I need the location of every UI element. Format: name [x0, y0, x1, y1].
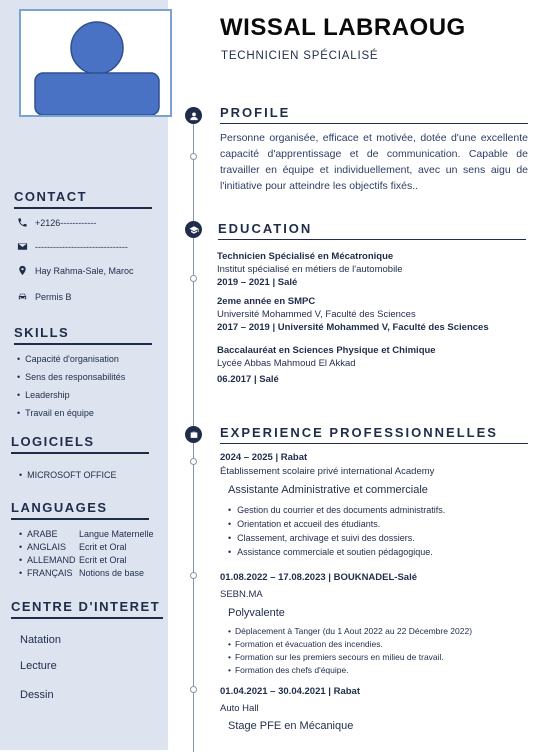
- experience-task: • Formation et évacuation des incendies.: [228, 639, 383, 649]
- timeline-dot: [190, 275, 197, 282]
- language-level: Ecrit et Oral: [79, 542, 127, 552]
- language-name: FRANÇAIS: [27, 568, 73, 578]
- interests-heading: CENTRE D'INTERET: [11, 599, 163, 619]
- full-name: WISSAL LABRAOUG: [220, 14, 466, 41]
- contact-phone: [17, 217, 96, 228]
- education-school: Lycée Abbas Mahmoud El Akkad: [217, 358, 356, 369]
- contact-email: [17, 241, 128, 252]
- license-text: Permis B: [35, 291, 72, 302]
- interest-item: Natation: [20, 634, 61, 646]
- timeline-dot: [190, 572, 197, 579]
- software-item: • MICROSOFT OFFICE: [19, 470, 117, 480]
- language-row: • ARABE Langue Maternelle: [19, 529, 154, 539]
- envelope-icon: [17, 241, 28, 252]
- education-degree: Technicien Spécialisé en Mécatronique: [217, 251, 394, 262]
- education-degree: Baccalauréat en Sciences Physique et Chimique: [217, 345, 436, 356]
- skill-item: • Capacité d'organisation: [17, 354, 119, 364]
- contact-address: [17, 265, 134, 276]
- languages-heading: LANGUAGES: [11, 500, 149, 520]
- education-date: 06.2017 | Salé: [217, 374, 279, 385]
- skill-item: • Leadership: [17, 390, 70, 400]
- language-name: ALLEMAND: [27, 555, 76, 565]
- address-text: Hay Rahma-Sale, Maroc: [35, 265, 134, 276]
- experience-heading: EXPERIENCE PROFESSIONNELLES: [220, 425, 528, 444]
- experience-date: 01.04.2021 – 30.04.2021 | Rabat: [220, 686, 360, 697]
- experience-role: Assistante Administrative et commerciale: [228, 484, 428, 496]
- interest-item: Lecture: [20, 660, 57, 672]
- timeline-dot: [190, 686, 197, 693]
- experience-role: Stage PFE en Mécanique: [228, 720, 354, 732]
- education-date: 2017 – 2019 | Université Mohammed V, Faculté des Sciences: [217, 322, 489, 333]
- phone-icon: [17, 217, 28, 228]
- education-degree: 2eme année en SMPC: [217, 296, 316, 307]
- language-name: ANGLAIS: [27, 542, 67, 552]
- profile-text: Personne organisée, efficace et motivée, dotée d'une excellente capacité d'apprentissage et de communication. Capable de travailler en équipe et individuellement, avec un sens aigu de l'initiative pour atteindre les objectifs fixés..: [220, 132, 528, 192]
- experience-role: Polyvalente: [228, 607, 285, 619]
- language-row: • ANGLAIS Ecrit et Oral: [19, 542, 127, 552]
- briefcase-icon: [189, 430, 199, 440]
- contact-license: [17, 291, 72, 302]
- timeline-dot: [190, 153, 197, 160]
- education-date: 2019 – 2021 | Salé: [217, 277, 298, 288]
- education-school: Université Mohammed V, Faculté des Sciences: [217, 309, 416, 320]
- avatar-placeholder-icon: [21, 11, 172, 117]
- skill-item: • Sens des responsabilités: [17, 372, 125, 382]
- experience-date: 01.08.2022 – 17.08.2023 | BOUKNADEL-Salé: [220, 572, 417, 583]
- experience-task: • Formation sur les premiers secours en milieu de travail.: [228, 652, 444, 662]
- user-icon: [189, 111, 199, 121]
- language-level: Ecrit et Oral: [79, 555, 127, 565]
- language-level: Langue Maternelle: [79, 529, 154, 539]
- education-circle: [185, 221, 202, 238]
- experience-circle: [185, 426, 202, 443]
- experience-task: • Déplacement à Tanger (du 1 Aout 2022 au 22 Décembre 2022): [228, 626, 472, 636]
- skill-item: • Travail en équipe: [17, 408, 94, 418]
- contact-heading: CONTACT: [14, 189, 152, 209]
- language-name: ARABE: [27, 529, 58, 539]
- experience-task: • Gestion du courrier et des documents administratifs.: [228, 505, 445, 515]
- car-icon: [17, 291, 28, 302]
- map-pin-icon: [17, 265, 28, 276]
- email-address: -------------------------------: [35, 241, 128, 252]
- experience-company: Auto Hall: [220, 703, 259, 714]
- skills-heading: SKILLS: [14, 325, 152, 345]
- experience-date: 2024 – 2025 | Rabat: [220, 452, 308, 463]
- profile-heading: PROFILE: [220, 105, 528, 124]
- education-heading: EDUCATION: [218, 221, 526, 240]
- experience-task: • Classement, archivage et suivi des dossiers.: [228, 533, 415, 543]
- language-level: Notions de base: [79, 568, 145, 578]
- profile-photo: [19, 9, 172, 117]
- experience-task: • Orientation et accueil des étudiants.: [228, 519, 380, 529]
- experience-task: • Formation des chefs d'équipe.: [228, 665, 349, 675]
- experience-company: Établissement scolaire privé international Academy: [220, 466, 435, 477]
- software-heading: LOGICIELS: [11, 434, 149, 454]
- job-title: TECHNICIEN SPÉCIALISÉ: [221, 50, 379, 62]
- graduation-cap-icon: [189, 225, 199, 235]
- experience-task: • Assistance commerciale et soutien pédagogique.: [228, 547, 433, 557]
- education-school: Institut spécialisé en métiers de l'automobile: [217, 264, 403, 275]
- phone-number: +2126------------: [35, 217, 97, 228]
- interest-item: Dessin: [20, 689, 54, 701]
- timeline-dot: [190, 458, 197, 465]
- language-row: • FRANÇAIS Notions de base: [19, 568, 145, 578]
- experience-company: SEBN.MA: [220, 589, 263, 600]
- language-row: • ALLEMAND Ecrit et Oral: [19, 555, 127, 565]
- profile-circle: [185, 107, 202, 124]
